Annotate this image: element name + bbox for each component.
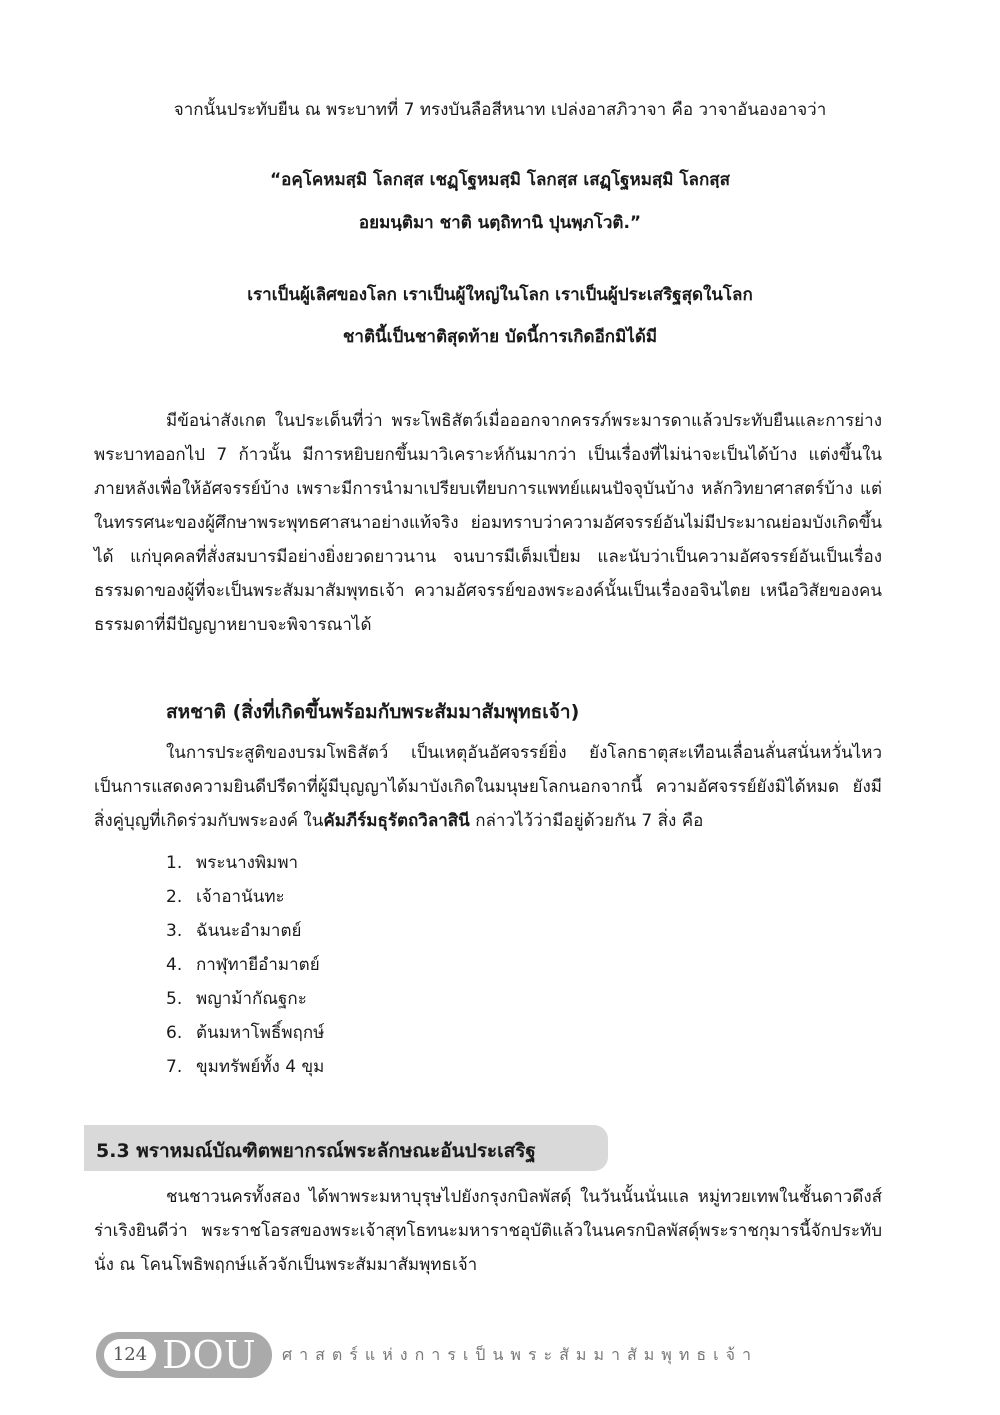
section-5-3-title: 5.3 พราหมณ์บัณฑิตพยากรณ์พระลักษณะอันประเสริฐ: [96, 1140, 536, 1162]
list-item-number: 3.: [166, 921, 183, 941]
list-item: [166, 952, 324, 986]
pali-verse-line-2: อยมนฺติมา ชาติ นตฺถิทานิ ปุนพฺภโวติ.”: [358, 213, 642, 233]
translation-line-2: ชาตินี้เป็นชาติสุดท้าย บัดนี้การเกิดอีกมิได้มี: [342, 327, 658, 347]
scripture-name: คัมภีร์มธุรัตถวิลาสินี: [323, 811, 470, 831]
list-item: [166, 1020, 324, 1054]
pali-verse-line-1: “อคฺโคหมสฺมิ โลกสฺส เชฏฺโฐหมสฺมิ โลกสฺส เสฏฺโฐหมสฺมิ โลกสฺส: [270, 170, 730, 190]
list-item: [166, 918, 324, 952]
intro-line: จากนั้นประทับยืน ณ พระบาทที่ 7 ทรงบันลือสีหนาท เปล่งอาสภิวาจา คือ วาจาอันองอาจว่า: [173, 100, 827, 120]
paragraph-observation-text: มีข้อน่าสังเกต ในประเด็นที่ว่า พระโพธิสัตว์เมื่อออกจากครรภ์พระมารดาแล้วประทับยืนและการย่างพระบาทออกไป 7 ก้าวนั้น มีการหยิบยกขึ้นมาวิเคราะห์กันมากว่า เป็นเรื่องที่ไม่น่าจะเป็นได้บ้าง แต่งขึ้นในภายหลังเพื่อให้อัศจรรย์บ้าง เพราะมีการนำมาเปรียบเทียบการแพทย์แผนปัจจุบันบ้าง หลักวิทยาศาสตร์บ้าง แต่ในทรรศนะของผู้ศึกษาพระพุทธศาสนาอย่างแท้จริง ย่อมทราบว่าความอัศจรรย์อันไม่มีประมาณย่อมบังเกิดขึ้นได้ แก่บุคคลที่สั่งสมบารมีอย่างยิ่งยวดยาวนาน จนบารมีเต็มเปี่ยม และนับว่าเป็นความอัศจรรย์อันเป็นเรื่องธรรมดาของผู้ที่จะเป็นพระสัมมาสัมพุทธเจ้า ความอัศจรรย์ของพระองค์นั้นเป็นเรื่องอจินไตย เหนือวิสัยของคนธรรมดาที่มีปัญญาหยาบจะพิจารณาได้: [94, 411, 882, 635]
list-item-text: ฉันนะอำมาตย์: [196, 921, 302, 941]
list-item-text: กาฬุทายีอำมาตย์: [196, 955, 320, 975]
paragraph-sahachati-part2: กล่าวไว้ว่ามีอยู่ด้วยกัน 7 สิ่ง คือ: [469, 811, 704, 831]
list-item-number: 2.: [166, 887, 183, 907]
paragraph-sahachati-part1: ในการประสูติของบรมโพธิสัตว์ เป็นเหตุอันอัศจรรย์ยิ่ง ยังโลกธาตุสะเทือนเลื่อนลั่นสนั่นหวั่นไหว เป็นการแสดงความยินดีปรีดาที่ผู้มีบุญญาได้มาบังเกิดในมนุษยโลกนอกจากนี้ ความอัศจรรย์ยังมิได้หมด ยังมีสิ่งคู่บุญที่เกิดร่วมกับพระองค์ ใน: [94, 743, 882, 831]
list-item: [166, 850, 324, 884]
page-number: 124: [104, 1339, 156, 1371]
list-item-text: ต้นมหาโพธิ์พฤกษ์: [196, 1023, 325, 1043]
paragraph-sahachati: [94, 736, 882, 838]
footer-logo: DOU: [162, 1333, 256, 1377]
list-item-number: 5.: [166, 989, 183, 1009]
translation-line-1: เราเป็นผู้เลิศของโลก เราเป็นผู้ใหญ่ในโลก เราเป็นผู้ประเสริฐสุดในโลก: [247, 285, 753, 305]
footer-book-title: ศาสตร์แห่งการเป็นพระสัมมาสัมพุทธเจ้า: [282, 1345, 758, 1364]
list-item-number: 1.: [166, 853, 183, 873]
paragraph-section-5-3: [94, 1180, 882, 1282]
list-item-text: พญาม้ากัณฐกะ: [196, 989, 307, 1009]
paragraph-observation: [94, 404, 882, 642]
list-item-number: 6.: [166, 1023, 183, 1043]
paragraph-section-5-3-text: ชนชาวนครทั้งสอง ได้พาพระมหาบุรุษไปยังกรุงกบิลพัสดุ์ ในวันนั้นนั่นแล หมู่ทวยเทพในชั้นดาวดึงส์ร่าเริงยินดีว่า พระราชโอรสของพระเจ้าสุทโธทนะมหาราชอุบัติแล้วในนครกบิลพัสดุ์พระราชกุมารนี้จักประทับนั่ง ณ โคนโพธิพฤกษ์แล้วจักเป็นพระสัมมาสัมพุทธเจ้า: [94, 1187, 882, 1275]
list-item-text: เจ้าอานันทะ: [196, 887, 285, 907]
sahachati-heading: สหชาติ (สิ่งที่เกิดขึ้นพร้อมกับพระสัมมาสัมพุทธเจ้า): [166, 701, 580, 723]
list-item-number: 4.: [166, 955, 183, 975]
list-item: [166, 1054, 324, 1088]
sahachati-list: [166, 850, 324, 1088]
list-item-number: 7.: [166, 1057, 183, 1077]
list-item: [166, 884, 324, 918]
list-item-text: พระนางพิมพา: [196, 853, 299, 873]
list-item-text: ขุมทรัพย์ทั้ง 4 ขุม: [196, 1057, 325, 1077]
list-item: [166, 986, 324, 1020]
paragraph-sahachati-text: [94, 736, 882, 838]
